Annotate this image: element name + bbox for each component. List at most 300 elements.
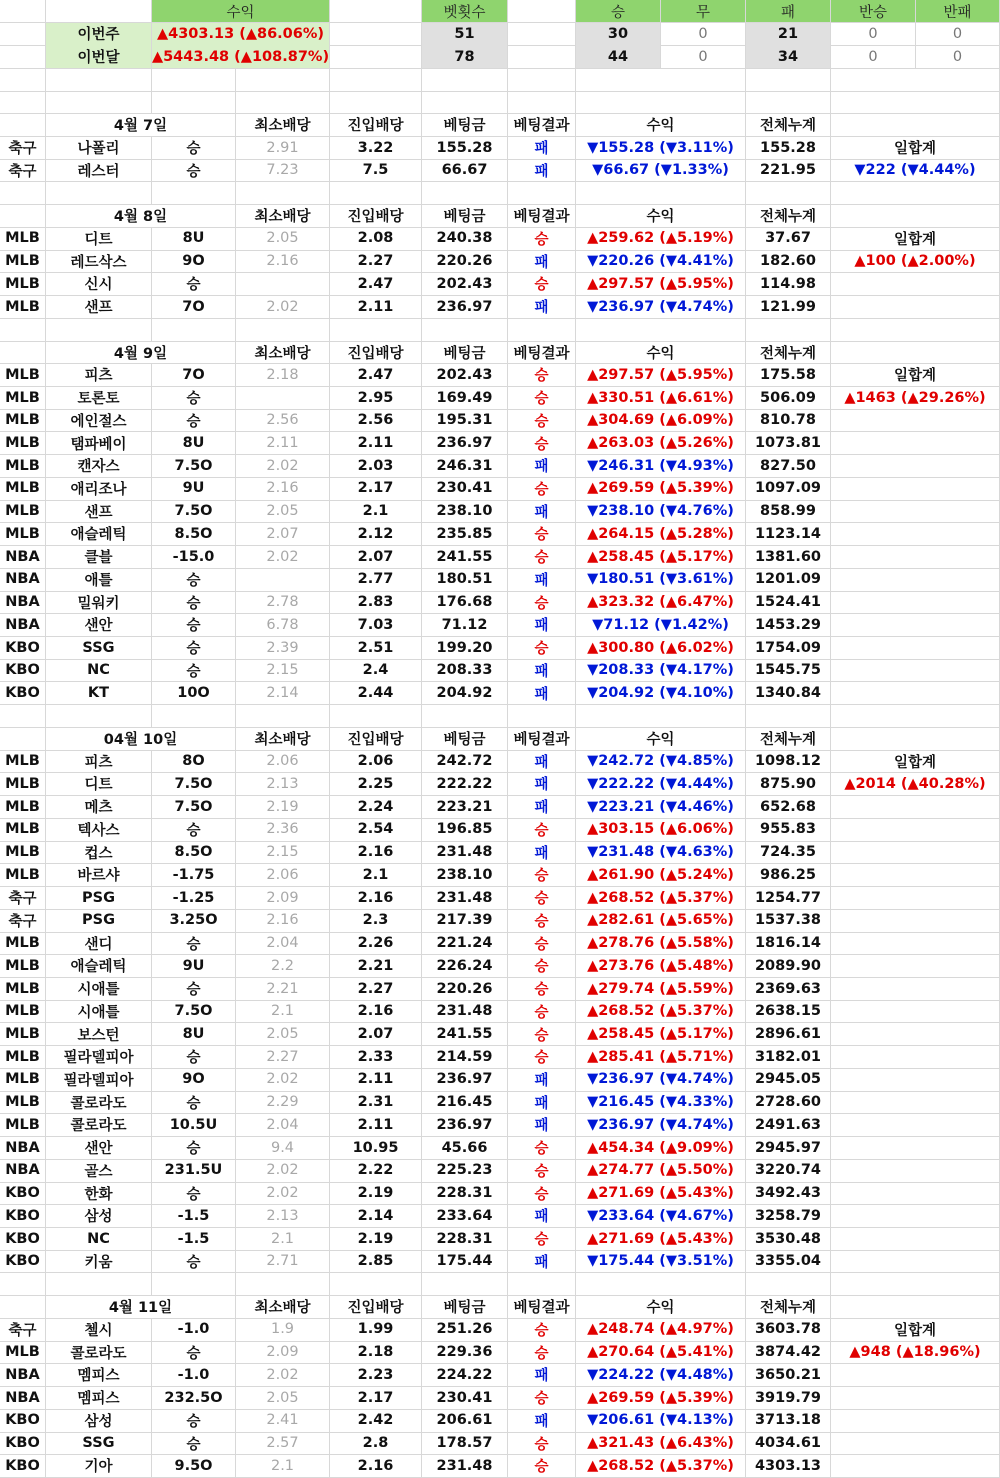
bet-team[interactable]: 필라델피아 [46, 1068, 152, 1091]
empty-cell[interactable] [831, 273, 1000, 296]
bet-profit[interactable]: ▲268.52 (▲5.37%) [576, 886, 746, 909]
daily-total-label[interactable]: 일합계 [831, 227, 1000, 250]
empty-cell[interactable] [508, 182, 576, 205]
bet-team[interactable]: 멤피스 [46, 1387, 152, 1410]
bet-min-odds[interactable]: 6.78 [236, 614, 330, 637]
bet-stake[interactable]: 236.97 [422, 1068, 508, 1091]
bet-min-odds[interactable]: 2.29 [236, 1091, 330, 1114]
empty-cell[interactable] [746, 1273, 831, 1296]
bet-result[interactable]: 패 [508, 295, 576, 318]
empty-cell[interactable] [831, 568, 1000, 591]
bet-entry-odds[interactable]: 2.17 [330, 1387, 422, 1410]
empty-cell[interactable] [746, 91, 831, 114]
bet-pick[interactable]: 승 [152, 977, 236, 1000]
empty-cell[interactable] [831, 1023, 1000, 1046]
daily-total-value[interactable]: ▲1463 (▲29.26%) [831, 386, 1000, 409]
bet-stake[interactable]: 242.72 [422, 750, 508, 773]
empty-cell[interactable] [508, 318, 576, 341]
summary-header-loss[interactable]: 패 [746, 0, 831, 23]
bet-cumulative[interactable]: 827.50 [746, 455, 831, 478]
empty-cell[interactable] [0, 1296, 46, 1319]
bet-profit[interactable]: ▲271.69 (▲5.43%) [576, 1227, 746, 1250]
bet-stake[interactable]: 241.55 [422, 546, 508, 569]
bet-min-odds[interactable]: 9.4 [236, 1137, 330, 1160]
bet-team[interactable]: 멤피스 [46, 1364, 152, 1387]
bet-team[interactable]: 샌디 [46, 932, 152, 955]
empty-cell[interactable] [831, 523, 1000, 546]
empty-cell[interactable] [831, 977, 1000, 1000]
empty-cell[interactable] [831, 546, 1000, 569]
bet-result[interactable]: 패 [508, 1114, 576, 1137]
bet-entry-odds[interactable]: 2.42 [330, 1409, 422, 1432]
col-header-result[interactable]: 베팅결과 [508, 341, 576, 364]
bet-pick[interactable]: 8.5O [152, 841, 236, 864]
empty-cell[interactable] [0, 0, 46, 23]
bet-min-odds[interactable]: 2.09 [236, 1341, 330, 1364]
bet-profit[interactable]: ▼220.26 (▼4.41%) [576, 250, 746, 273]
empty-cell[interactable] [508, 705, 576, 728]
bet-stake[interactable]: 217.39 [422, 909, 508, 932]
bet-sport[interactable]: MLB [0, 977, 46, 1000]
col-header-entry-odds[interactable]: 진입배당 [330, 341, 422, 364]
bet-pick[interactable]: 9O [152, 250, 236, 273]
bet-pick[interactable]: 9.5O [152, 1455, 236, 1478]
bet-entry-odds[interactable]: 2.47 [330, 273, 422, 296]
bet-entry-odds[interactable]: 2.21 [330, 955, 422, 978]
empty-cell[interactable] [422, 705, 508, 728]
bet-stake[interactable]: 202.43 [422, 364, 508, 387]
empty-cell[interactable] [508, 0, 576, 23]
bet-pick[interactable]: -1.75 [152, 864, 236, 887]
bet-cumulative[interactable]: 3650.21 [746, 1364, 831, 1387]
bet-pick[interactable]: 승 [152, 636, 236, 659]
bet-entry-odds[interactable]: 2.56 [330, 409, 422, 432]
empty-cell[interactable] [152, 68, 236, 91]
bet-stake[interactable]: 251.26 [422, 1318, 508, 1341]
bet-stake[interactable]: 221.24 [422, 932, 508, 955]
empty-cell[interactable] [831, 1182, 1000, 1205]
bet-min-odds[interactable]: 2.02 [236, 295, 330, 318]
bet-min-odds[interactable]: 2.16 [236, 250, 330, 273]
bet-cumulative[interactable]: 2728.60 [746, 1091, 831, 1114]
bet-sport[interactable]: MLB [0, 500, 46, 523]
bet-stake[interactable]: 176.68 [422, 591, 508, 614]
empty-cell[interactable] [831, 932, 1000, 955]
col-header-entry-odds[interactable]: 진입배당 [330, 114, 422, 137]
bet-team[interactable]: 샌안 [46, 614, 152, 637]
bet-profit[interactable]: ▲282.61 (▲5.65%) [576, 909, 746, 932]
bet-pick[interactable]: 승 [152, 1250, 236, 1273]
bet-stake[interactable]: 226.24 [422, 955, 508, 978]
empty-cell[interactable] [576, 68, 746, 91]
bet-profit[interactable]: ▼238.10 (▼4.76%) [576, 500, 746, 523]
empty-cell[interactable] [831, 318, 1000, 341]
col-header-cumulative[interactable]: 전체누계 [746, 341, 831, 364]
bet-profit[interactable]: ▲248.74 (▲4.97%) [576, 1318, 746, 1341]
bet-cumulative[interactable]: 2089.90 [746, 955, 831, 978]
bet-min-odds[interactable]: 2.1 [236, 1227, 330, 1250]
bet-sport[interactable]: MLB [0, 409, 46, 432]
summary-profit[interactable]: ▲4303.13 (▲86.06%) [152, 23, 330, 46]
bet-pick[interactable]: -15.0 [152, 546, 236, 569]
bet-min-odds[interactable]: 2.16 [236, 477, 330, 500]
bet-entry-odds[interactable]: 2.16 [330, 1000, 422, 1023]
bet-result[interactable]: 승 [508, 546, 576, 569]
empty-cell[interactable] [0, 91, 46, 114]
empty-cell[interactable] [508, 68, 576, 91]
bet-team[interactable]: 피츠 [46, 364, 152, 387]
daily-total-value[interactable]: ▲948 (▲18.96%) [831, 1341, 1000, 1364]
bet-team[interactable]: 보스턴 [46, 1023, 152, 1046]
bet-pick[interactable]: 8.5O [152, 523, 236, 546]
bet-sport[interactable]: MLB [0, 432, 46, 455]
bet-pick[interactable]: 승 [152, 1341, 236, 1364]
summary-label[interactable]: 이번달 [46, 45, 152, 68]
bet-sport[interactable]: MLB [0, 273, 46, 296]
empty-cell[interactable] [0, 23, 46, 46]
bet-cumulative[interactable]: 1816.14 [746, 932, 831, 955]
bet-cumulative[interactable]: 121.99 [746, 295, 831, 318]
bet-entry-odds[interactable]: 1.99 [330, 1318, 422, 1341]
empty-cell[interactable] [831, 1409, 1000, 1432]
bet-profit[interactable]: ▼236.97 (▼4.74%) [576, 1068, 746, 1091]
empty-cell[interactable] [831, 1273, 1000, 1296]
bet-stake[interactable]: 196.85 [422, 818, 508, 841]
bet-profit[interactable]: ▼246.31 (▼4.93%) [576, 455, 746, 478]
bet-min-odds[interactable]: 2.13 [236, 1205, 330, 1228]
bet-sport[interactable]: NBA [0, 1159, 46, 1182]
col-header-min-odds[interactable]: 최소배당 [236, 1296, 330, 1319]
bet-pick[interactable]: 승 [152, 159, 236, 182]
bet-cumulative[interactable]: 2638.15 [746, 1000, 831, 1023]
bet-min-odds[interactable]: 2.71 [236, 1250, 330, 1273]
bet-result[interactable]: 승 [508, 1227, 576, 1250]
bet-cumulative[interactable]: 1254.77 [746, 886, 831, 909]
bet-pick[interactable]: 승 [152, 591, 236, 614]
bet-entry-odds[interactable]: 2.31 [330, 1091, 422, 1114]
bet-profit[interactable]: ▼231.48 (▼4.63%) [576, 841, 746, 864]
bet-min-odds[interactable]: 2.18 [236, 364, 330, 387]
bet-entry-odds[interactable]: 7.03 [330, 614, 422, 637]
bet-cumulative[interactable]: 37.67 [746, 227, 831, 250]
bet-stake[interactable]: 230.41 [422, 1387, 508, 1410]
bet-cumulative[interactable]: 221.95 [746, 159, 831, 182]
bet-sport[interactable]: 축구 [0, 909, 46, 932]
bet-profit[interactable]: ▼208.33 (▼4.17%) [576, 659, 746, 682]
bet-profit[interactable]: ▲270.64 (▲5.41%) [576, 1341, 746, 1364]
bet-team[interactable]: 콜로라도 [46, 1114, 152, 1137]
bet-team[interactable]: 콜로라도 [46, 1091, 152, 1114]
bet-team[interactable]: 밀워키 [46, 591, 152, 614]
bet-profit[interactable]: ▲271.69 (▲5.43%) [576, 1182, 746, 1205]
bet-min-odds[interactable]: 7.23 [236, 159, 330, 182]
empty-cell[interactable] [508, 91, 576, 114]
bet-result[interactable]: 승 [508, 864, 576, 887]
empty-cell[interactable] [831, 409, 1000, 432]
bet-pick[interactable]: 승 [152, 614, 236, 637]
bet-entry-odds[interactable]: 2.4 [330, 659, 422, 682]
bet-result[interactable]: 승 [508, 1046, 576, 1069]
bet-profit[interactable]: ▲261.90 (▲5.24%) [576, 864, 746, 887]
bet-result[interactable]: 패 [508, 1364, 576, 1387]
daily-total-label[interactable]: 일합계 [831, 364, 1000, 387]
empty-cell[interactable] [831, 1296, 1000, 1319]
col-header-result[interactable]: 베팅결과 [508, 205, 576, 228]
bet-result[interactable]: 승 [508, 591, 576, 614]
bet-pick[interactable]: 10.5U [152, 1114, 236, 1137]
empty-cell[interactable] [831, 205, 1000, 228]
bet-cumulative[interactable]: 4034.61 [746, 1432, 831, 1455]
daily-total-label[interactable]: 일합계 [831, 136, 1000, 159]
bet-result[interactable]: 승 [508, 818, 576, 841]
bet-result[interactable]: 패 [508, 796, 576, 819]
col-header-profit[interactable]: 수익 [576, 205, 746, 228]
col-header-min-odds[interactable]: 최소배당 [236, 205, 330, 228]
bet-sport[interactable]: NBA [0, 591, 46, 614]
bet-result[interactable]: 승 [508, 636, 576, 659]
bet-team[interactable]: 시애틀 [46, 1000, 152, 1023]
bet-entry-odds[interactable]: 2.25 [330, 773, 422, 796]
bet-team[interactable]: 골스 [46, 1159, 152, 1182]
bet-result[interactable]: 패 [508, 750, 576, 773]
bet-stake[interactable]: 206.61 [422, 1409, 508, 1432]
bet-stake[interactable]: 66.67 [422, 159, 508, 182]
bet-stake[interactable]: 246.31 [422, 455, 508, 478]
bet-pick[interactable]: 승 [152, 386, 236, 409]
empty-cell[interactable] [576, 318, 746, 341]
bet-profit[interactable]: ▲263.03 (▲5.26%) [576, 432, 746, 455]
bet-entry-odds[interactable]: 2.47 [330, 364, 422, 387]
bet-cumulative[interactable]: 1754.09 [746, 636, 831, 659]
summary-label[interactable]: 이번주 [46, 23, 152, 46]
bet-pick[interactable]: 9U [152, 955, 236, 978]
bet-cumulative[interactable]: 1201.09 [746, 568, 831, 591]
bet-sport[interactable]: MLB [0, 455, 46, 478]
bet-min-odds[interactable]: 1.9 [236, 1318, 330, 1341]
empty-cell[interactable] [330, 45, 422, 68]
bet-profit[interactable]: ▲285.41 (▲5.71%) [576, 1046, 746, 1069]
bet-min-odds[interactable]: 2.04 [236, 1114, 330, 1137]
empty-cell[interactable] [236, 182, 330, 205]
bet-stake[interactable]: 202.43 [422, 273, 508, 296]
bet-result[interactable]: 패 [508, 1205, 576, 1228]
bet-entry-odds[interactable]: 3.22 [330, 136, 422, 159]
empty-cell[interactable] [831, 1137, 1000, 1160]
bet-entry-odds[interactable]: 2.19 [330, 1182, 422, 1205]
bet-profit[interactable]: ▼216.45 (▼4.33%) [576, 1091, 746, 1114]
bet-result[interactable]: 승 [508, 909, 576, 932]
col-header-min-odds[interactable]: 최소배당 [236, 114, 330, 137]
bet-cumulative[interactable]: 1123.14 [746, 523, 831, 546]
bet-min-odds[interactable]: 2.02 [236, 1182, 330, 1205]
summary-half-win[interactable]: 0 [831, 45, 916, 68]
bet-cumulative[interactable]: 2945.05 [746, 1068, 831, 1091]
bet-entry-odds[interactable]: 2.18 [330, 1341, 422, 1364]
bet-cumulative[interactable]: 182.60 [746, 250, 831, 273]
empty-cell[interactable] [46, 1273, 152, 1296]
bet-result[interactable]: 승 [508, 955, 576, 978]
col-header-cumulative[interactable]: 전체누계 [746, 727, 831, 750]
bet-entry-odds[interactable]: 2.27 [330, 250, 422, 273]
empty-cell[interactable] [236, 91, 330, 114]
bet-pick[interactable]: -1.0 [152, 1364, 236, 1387]
bet-sport[interactable]: KBO [0, 1432, 46, 1455]
bet-profit[interactable]: ▲268.52 (▲5.37%) [576, 1455, 746, 1478]
bet-min-odds[interactable]: 2.04 [236, 932, 330, 955]
col-header-entry-odds[interactable]: 진입배당 [330, 727, 422, 750]
bet-pick[interactable]: 7.5O [152, 796, 236, 819]
bet-profit[interactable]: ▲264.15 (▲5.28%) [576, 523, 746, 546]
empty-cell[interactable] [0, 341, 46, 364]
bet-result[interactable]: 패 [508, 841, 576, 864]
empty-cell[interactable] [0, 205, 46, 228]
bet-stake[interactable]: 216.45 [422, 1091, 508, 1114]
bet-profit[interactable]: ▼206.61 (▼4.13%) [576, 1409, 746, 1432]
empty-cell[interactable] [0, 1273, 46, 1296]
bet-sport[interactable]: NBA [0, 546, 46, 569]
bet-result[interactable]: 패 [508, 614, 576, 637]
bet-min-odds[interactable]: 2.2 [236, 955, 330, 978]
bet-cumulative[interactable]: 155.28 [746, 136, 831, 159]
empty-cell[interactable] [508, 23, 576, 46]
bet-min-odds[interactable]: 2.13 [236, 773, 330, 796]
bet-entry-odds[interactable]: 2.27 [330, 977, 422, 1000]
empty-cell[interactable] [831, 1000, 1000, 1023]
summary-header-bet-count[interactable]: 벳횟수 [422, 0, 508, 23]
col-header-stake[interactable]: 베팅금 [422, 205, 508, 228]
bet-min-odds[interactable]: 2.19 [236, 796, 330, 819]
bet-entry-odds[interactable]: 2.77 [330, 568, 422, 591]
bet-sport[interactable]: MLB [0, 955, 46, 978]
bet-pick[interactable]: 승 [152, 273, 236, 296]
bet-result[interactable]: 승 [508, 1137, 576, 1160]
col-header-result[interactable]: 베팅결과 [508, 114, 576, 137]
bet-team[interactable]: 첼시 [46, 1318, 152, 1341]
bet-result[interactable]: 승 [508, 1000, 576, 1023]
bet-min-odds[interactable]: 2.02 [236, 1159, 330, 1182]
summary-header-draw[interactable]: 무 [661, 0, 746, 23]
bet-sport[interactable]: NBA [0, 1137, 46, 1160]
empty-cell[interactable] [831, 432, 1000, 455]
bet-profit[interactable]: ▲269.59 (▲5.39%) [576, 1387, 746, 1410]
bet-cumulative[interactable]: 114.98 [746, 273, 831, 296]
empty-cell[interactable] [831, 1455, 1000, 1478]
bet-stake[interactable]: 175.44 [422, 1250, 508, 1273]
bet-result[interactable]: 승 [508, 227, 576, 250]
bet-stake[interactable]: 238.10 [422, 864, 508, 887]
bet-result[interactable]: 패 [508, 1409, 576, 1432]
empty-cell[interactable] [831, 1364, 1000, 1387]
empty-cell[interactable] [831, 682, 1000, 705]
bet-profit[interactable]: ▲321.43 (▲6.43%) [576, 1432, 746, 1455]
bet-team[interactable]: 애리조나 [46, 477, 152, 500]
bet-profit[interactable]: ▲273.76 (▲5.48%) [576, 955, 746, 978]
bet-min-odds[interactable]: 2.06 [236, 864, 330, 887]
bet-stake[interactable]: 214.59 [422, 1046, 508, 1069]
bet-pick[interactable]: 7.5O [152, 773, 236, 796]
empty-cell[interactable] [831, 1046, 1000, 1069]
bet-pick[interactable]: -1.5 [152, 1205, 236, 1228]
bet-pick[interactable]: 232.5O [152, 1387, 236, 1410]
empty-cell[interactable] [831, 114, 1000, 137]
bet-profit[interactable]: ▼180.51 (▼3.61%) [576, 568, 746, 591]
empty-cell[interactable] [46, 68, 152, 91]
bet-profit[interactable]: ▼71.12 (▼1.42%) [576, 614, 746, 637]
bet-sport[interactable]: MLB [0, 1341, 46, 1364]
bet-profit[interactable]: ▲278.76 (▲5.58%) [576, 932, 746, 955]
bet-stake[interactable]: 238.10 [422, 500, 508, 523]
summary-header-half-win[interactable]: 반승 [831, 0, 916, 23]
bet-stake[interactable]: 230.41 [422, 477, 508, 500]
bet-cumulative[interactable]: 3603.78 [746, 1318, 831, 1341]
empty-cell[interactable] [831, 659, 1000, 682]
col-header-cumulative[interactable]: 전체누계 [746, 1296, 831, 1319]
bet-result[interactable]: 패 [508, 773, 576, 796]
bet-result[interactable]: 패 [508, 250, 576, 273]
bet-entry-odds[interactable]: 2.51 [330, 636, 422, 659]
bet-result[interactable]: 승 [508, 1182, 576, 1205]
empty-cell[interactable] [831, 886, 1000, 909]
empty-cell[interactable] [576, 91, 746, 114]
bet-sport[interactable]: MLB [0, 227, 46, 250]
bet-team[interactable]: PSG [46, 886, 152, 909]
bet-stake[interactable]: 231.48 [422, 1000, 508, 1023]
col-header-stake[interactable]: 베팅금 [422, 114, 508, 137]
bet-profit[interactable]: ▲303.15 (▲6.06%) [576, 818, 746, 841]
bet-pick[interactable]: 승 [152, 1409, 236, 1432]
bet-min-odds[interactable]: 2.57 [236, 1432, 330, 1455]
bet-profit[interactable]: ▲279.74 (▲5.59%) [576, 977, 746, 1000]
bet-team[interactable]: 탬파베이 [46, 432, 152, 455]
summary-half-loss[interactable]: 0 [916, 45, 1000, 68]
bet-sport[interactable]: MLB [0, 1023, 46, 1046]
bet-team[interactable]: 디트 [46, 227, 152, 250]
bet-team[interactable]: 피츠 [46, 750, 152, 773]
bet-cumulative[interactable]: 3919.79 [746, 1387, 831, 1410]
bet-sport[interactable]: NBA [0, 1387, 46, 1410]
bet-entry-odds[interactable]: 2.11 [330, 1114, 422, 1137]
bet-profit[interactable]: ▲297.57 (▲5.95%) [576, 273, 746, 296]
empty-cell[interactable] [236, 68, 330, 91]
bet-stake[interactable]: 241.55 [422, 1023, 508, 1046]
bet-team[interactable]: 레드삭스 [46, 250, 152, 273]
bet-min-odds[interactable]: 2.21 [236, 977, 330, 1000]
bet-min-odds[interactable]: 2.39 [236, 636, 330, 659]
bet-profit[interactable]: ▼66.67 (▼1.33%) [576, 159, 746, 182]
bet-cumulative[interactable]: 3874.42 [746, 1341, 831, 1364]
bet-profit[interactable]: ▲454.34 (▲9.09%) [576, 1137, 746, 1160]
bet-cumulative[interactable]: 1537.38 [746, 909, 831, 932]
bet-entry-odds[interactable]: 2.33 [330, 1046, 422, 1069]
bet-entry-odds[interactable]: 7.5 [330, 159, 422, 182]
bet-pick[interactable]: 10O [152, 682, 236, 705]
col-header-min-odds[interactable]: 최소배당 [236, 727, 330, 750]
bet-result[interactable]: 승 [508, 1432, 576, 1455]
bet-stake[interactable]: 220.26 [422, 250, 508, 273]
bet-sport[interactable]: KBO [0, 1409, 46, 1432]
bet-team[interactable]: 애슬레틱 [46, 955, 152, 978]
bet-profit[interactable]: ▼204.92 (▼4.10%) [576, 682, 746, 705]
bet-profit[interactable]: ▼236.97 (▼4.74%) [576, 295, 746, 318]
empty-cell[interactable] [831, 91, 1000, 114]
bet-pick[interactable]: 8U [152, 432, 236, 455]
bet-entry-odds[interactable]: 2.11 [330, 432, 422, 455]
empty-cell[interactable] [831, 727, 1000, 750]
bet-stake[interactable]: 223.21 [422, 796, 508, 819]
bet-result[interactable]: 패 [508, 659, 576, 682]
bet-team[interactable]: 에인절스 [46, 409, 152, 432]
bet-team[interactable]: SSG [46, 636, 152, 659]
